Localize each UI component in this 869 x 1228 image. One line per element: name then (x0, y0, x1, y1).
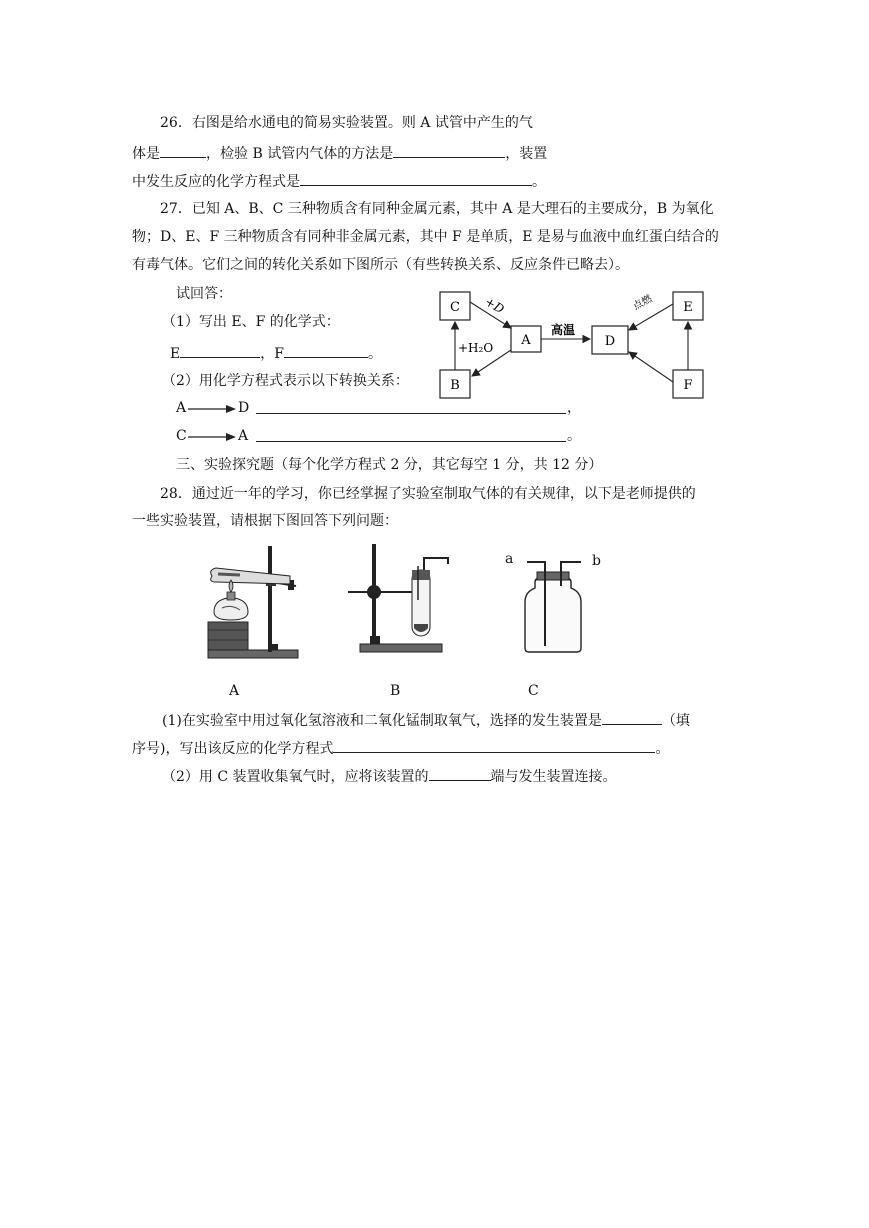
q27-blank-f-formula[interactable] (284, 343, 368, 358)
q28-part2-line (162, 766, 617, 786)
q26-line1: 26．右图是给水通电的简易实验装置。则 A 试管中产生的气 (160, 115, 533, 131)
q27-blank-e-formula[interactable] (180, 343, 260, 358)
q27-part1-end: 。 (367, 346, 382, 362)
q27-line1: 27．已知 A、B、C 三种物质含有同种金属元素，其中 A 是大理石的主要成分，B 为氧化 (160, 201, 714, 217)
q28-part2-text-b: 端与发生装置连接。 (490, 769, 617, 785)
q27-part1: （1）写出 E、F 的化学式： (162, 314, 340, 330)
q27-conv2-from: C (176, 428, 187, 444)
node-b-label: B (450, 378, 460, 393)
q28-part1-text-a: (1)在实验室中用过氧化氢溶液和二氧化锰制取氧气，选择的发生装置是 (162, 713, 602, 729)
port-b-label: b (592, 553, 601, 569)
label-plus-d: +D (482, 294, 507, 317)
node-d-label: D (604, 334, 616, 349)
q27-part1-f-label: ，F (260, 346, 284, 362)
q28-blank-equation[interactable] (333, 738, 655, 753)
q27-conv2-end: 。 (567, 428, 581, 444)
q27-part2: （2）用化学方程式表示以下转换关系： (162, 373, 409, 389)
arrow-f-to-d (629, 352, 673, 382)
q27-conv1-from: A (176, 400, 187, 416)
q27-conv1-arrow-icon (188, 403, 238, 415)
port-a-label: a (505, 551, 514, 567)
q26-line2-text-b: ，检验 B 试管内气体的方法是 (206, 146, 394, 162)
q28-part1-line2 (132, 738, 669, 758)
q28-line1: 28．通过近一年的学习，你已经掌握了实验室制取气体的有关规律，以下是老师提供的 (160, 486, 696, 502)
q27-conv2-to: A (238, 428, 249, 444)
q27-conv1-end: ， (567, 400, 581, 416)
q27-relation-diagram (430, 282, 720, 402)
apparatus-b-figure (340, 540, 460, 658)
q27-line3: 有毒气体。它们之间的转化关系如下图所示（有些转换关系、反应条件已略去）。 (132, 257, 629, 273)
label-plus-h2o: +H₂O (458, 341, 494, 355)
node-e-label: E (683, 300, 693, 315)
q28-part1-text-d: 。 (655, 741, 670, 757)
node-f-label: F (683, 378, 693, 393)
q28-blank-apparatus[interactable] (602, 710, 662, 725)
q26-line3-text-a: 中发生反应的化学方程式是 (132, 174, 300, 190)
q27-conv1-to: D (238, 400, 250, 416)
q26-blank-test-method[interactable] (393, 143, 505, 158)
q28-part1-line1 (162, 710, 690, 730)
apparatus-c-label: C (528, 683, 539, 699)
q28-part1-text-c: 序号)，写出该反应的化学方程式 (132, 741, 334, 757)
q26-line3-text-b: 。 (532, 174, 546, 190)
label-high-temp: 高温 (551, 323, 576, 337)
q26-line3 (132, 171, 546, 191)
q26-blank-equation[interactable] (300, 171, 532, 186)
q28-part1-text-b: （填 (661, 713, 690, 729)
label-ignite: 点燃 (631, 293, 655, 313)
q28-line2: 一些实验装置，请根据下图回答下列问题： (132, 513, 398, 529)
q26-blank-gas-a[interactable] (160, 143, 206, 158)
q27-part1-answers (170, 343, 382, 363)
q28-part2-text-a: （2）用 C 装置收集氧气时，应将该装置的 (162, 769, 429, 785)
q27-blank-conv2-equation[interactable] (256, 427, 566, 442)
q26-line2 (132, 143, 547, 163)
apparatus-a-figure (200, 540, 310, 664)
node-c-label: C (450, 300, 460, 315)
q26-line2-text-a: 体是 (132, 146, 160, 162)
q27-conv2-arrow-icon (188, 431, 238, 443)
apparatus-a-label: A (229, 683, 240, 699)
q26-line2-text-c: ，装置 (505, 146, 548, 162)
q27-answer-prompt: 试回答： (176, 286, 232, 302)
node-a-label: A (521, 333, 531, 348)
q27-part1-e-label: E (170, 346, 181, 362)
section3-heading: 三、实验探究题（每个化学方程式 2 分，其它每空 1 分，共 12 分） (176, 457, 603, 473)
q28-blank-port[interactable] (429, 766, 491, 781)
apparatus-b-label: B (390, 683, 401, 699)
q27-line2: 物；D、E、F 三种物质含有同种非金属元素，其中 F 是单质，E 是易与血液中血红蛋白结合的 (132, 229, 719, 245)
